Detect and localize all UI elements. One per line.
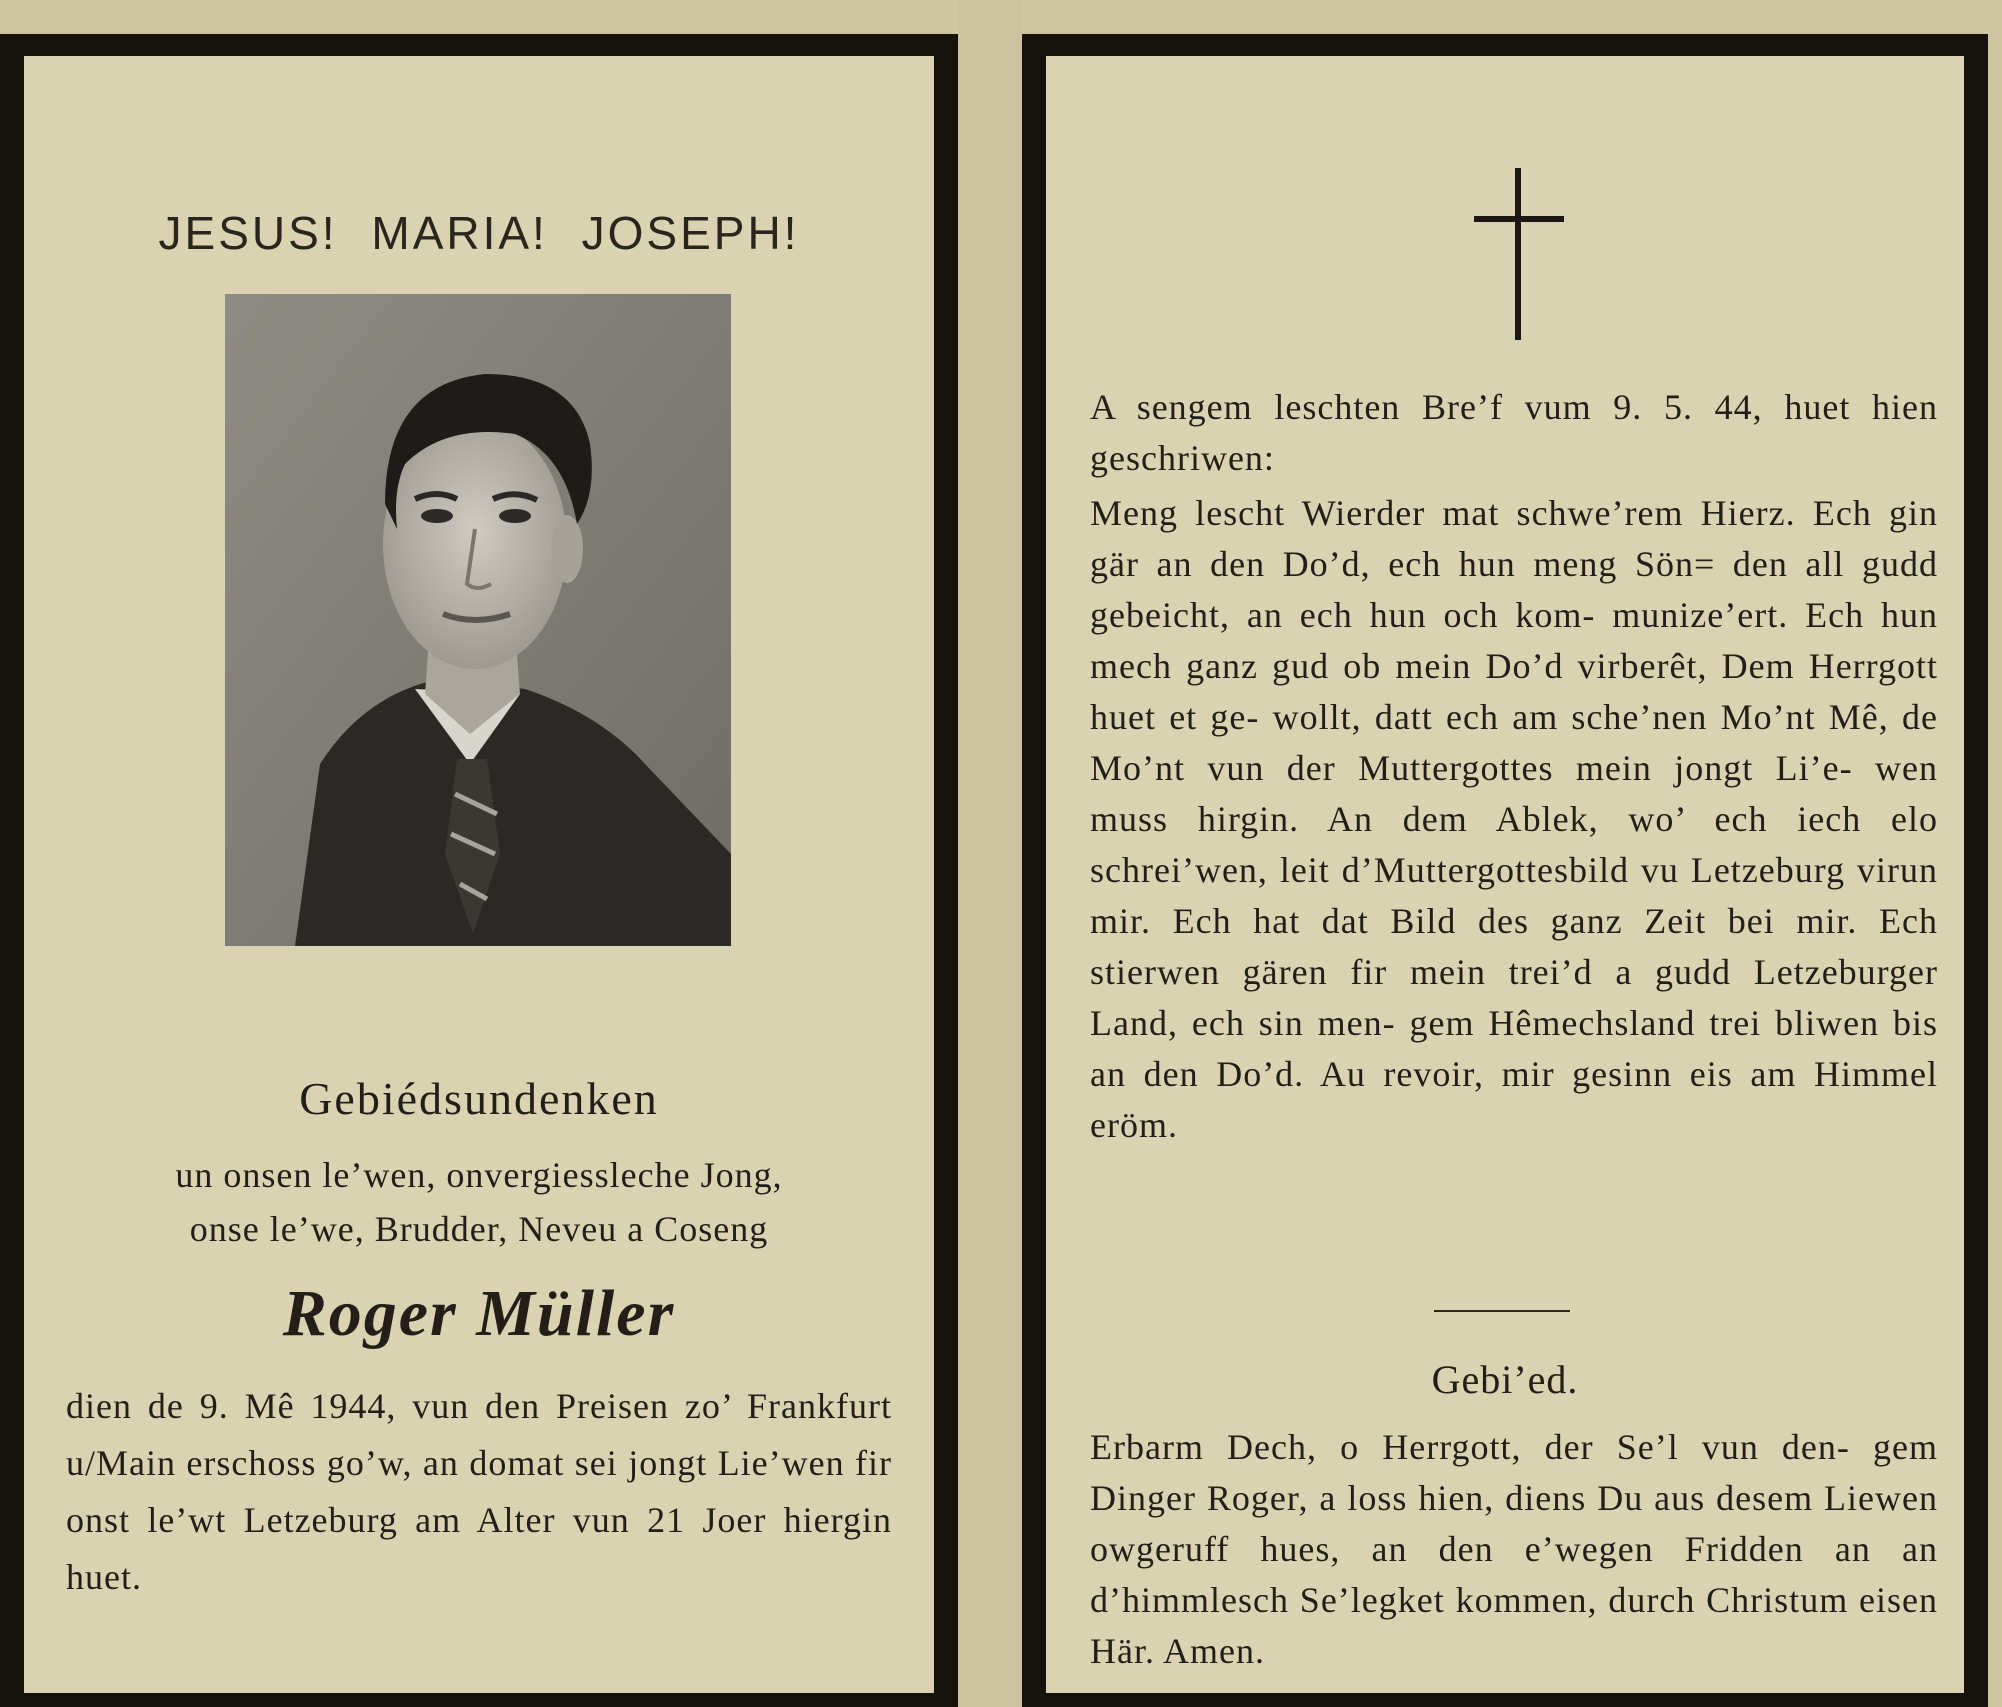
dedication-line: un onsen le’wen, onvergiessleche Jong,: [175, 1155, 783, 1195]
dedication-text: [64, 1148, 894, 1256]
left-bottom-border: [24, 1693, 934, 1707]
invocation-heading: JESUS! MARIA! JOSEPH!: [158, 207, 800, 259]
left-card-panel: [0, 34, 958, 1707]
deceased-name: Roger Müller: [282, 1277, 676, 1350]
dedication-line: onse le’we, Brudder, Neveu a Coseng: [189, 1209, 769, 1249]
portrait-photo: [225, 294, 731, 946]
prayer-body: [1090, 1422, 1938, 1677]
prayer-title: Gebi’ed.: [1431, 1357, 1579, 1402]
letter-body: [1090, 488, 1938, 1151]
memorial-title: Gebiédsundenken: [299, 1073, 659, 1124]
letter-intro-text: A sengem leschten Bre’f vum 9. 5. 44, huet hien geschriwen:: [1090, 387, 1938, 478]
right-bottom-border: [1046, 1693, 1964, 1707]
death-notice-paragraph: dien de 9. Mê 1944, vun den Preisen zo’ Frankfurt u/Main erschoss go’w, an domat sei jongt Lie’wen fir onst le’wt Letzeburg am Alter vun 21 Joer hiergin huet.: [66, 1386, 892, 1597]
right-card-panel: [1022, 34, 1988, 1707]
letter-body-text: Meng lescht Wierder mat schwe’rem Hierz. Ech gin gär an den Do’d, ech hun meng Sön= den all gudd gebeicht, an ech hun och kom- munize’ert. Ech hun mech ganz gud ob mein Do’d virberêt, Dem Herrgott huet et ge- wollt, datt ech am sche’nen Mo’nt Mê, de Mo’nt vun der Muttergottes mein jongt Li’e- wen muss hirgin. An dem Ablek, wo’ ech iech elo schrei’wen, leit d’Muttergottesbild vu Letzeburg virun mir. Ech hat dat Bild des ganz Zeit bei mir. Ech stierwen gären fir mein trei’d a gudd Letzeburger Land, ech sin men- gem Hêmechsland trei bliwen bis an den Do’d. Au revoir, mir gesinn eis am Himmel eröm.: [1090, 493, 1938, 1145]
death-notice-text: [66, 1378, 892, 1606]
card-fold: [958, 0, 1022, 1707]
cross-icon: [1474, 168, 1564, 340]
letter-intro: [1090, 382, 1938, 484]
prayer-text: Erbarm Dech, o Herrgott, der Se’l vun den- gem Dinger Roger, a loss hien, diens Du aus desem Liewen owgeruff hues, an den e’wegen Fridden an an d’himmlesch Se’legket kommen, durch Christum eisen Här. Amen.: [1090, 1427, 1938, 1671]
section-divider: [1434, 1310, 1570, 1312]
